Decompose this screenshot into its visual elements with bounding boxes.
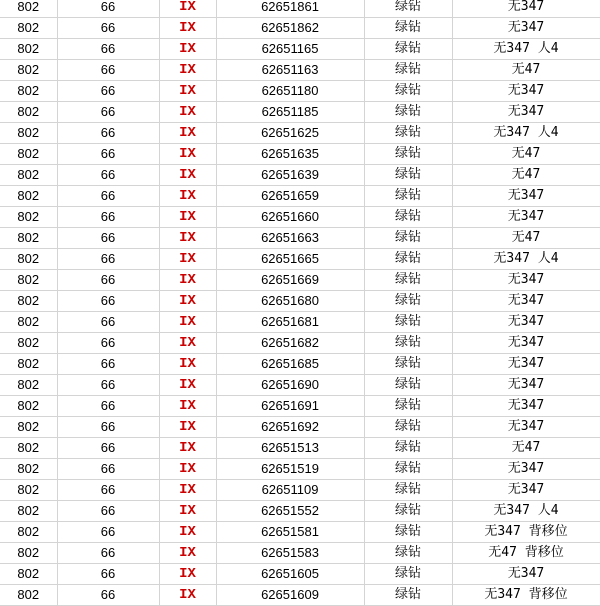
remark-cell[interactable]: 无347 背移位: [452, 585, 600, 606]
size-cell[interactable]: 66: [57, 18, 159, 39]
size-cell[interactable]: 66: [57, 102, 159, 123]
code-cell[interactable]: 802: [0, 165, 57, 186]
remark-cell[interactable]: 无47 背移位: [452, 543, 600, 564]
grade-cell[interactable]: IX: [159, 459, 216, 480]
table-row: [0, 39, 600, 60]
serial-number-cell[interactable]: 62651609: [216, 585, 364, 606]
remark-cell[interactable]: 无347 人4: [452, 123, 600, 144]
code-cell[interactable]: 802: [0, 102, 57, 123]
code-cell[interactable]: 802: [0, 144, 57, 165]
color-cell[interactable]: 绿钻: [364, 207, 452, 228]
serial-number-cell[interactable]: 62651862: [216, 18, 364, 39]
table-row: [0, 270, 600, 291]
size-cell[interactable]: 66: [57, 81, 159, 102]
table-row: [0, 480, 600, 501]
remark-cell[interactable]: 无47: [452, 438, 600, 459]
serial-number-cell[interactable]: 62651690: [216, 375, 364, 396]
table-row: [0, 291, 600, 312]
grade-cell[interactable]: IX: [159, 312, 216, 333]
serial-number-cell[interactable]: 62651513: [216, 438, 364, 459]
code-cell[interactable]: 802: [0, 480, 57, 501]
code-cell[interactable]: 802: [0, 417, 57, 438]
table-row: [0, 312, 600, 333]
code-cell[interactable]: 802: [0, 291, 57, 312]
remark-cell[interactable]: 无47: [452, 165, 600, 186]
grade-cell[interactable]: IX: [159, 417, 216, 438]
color-cell[interactable]: 绿钻: [364, 39, 452, 60]
serial-number-cell[interactable]: 62651692: [216, 417, 364, 438]
color-cell[interactable]: 绿钻: [364, 186, 452, 207]
grade-cell[interactable]: IX: [159, 18, 216, 39]
serial-number-cell[interactable]: 62651669: [216, 270, 364, 291]
table-row: [0, 396, 600, 417]
grade-cell[interactable]: IX: [159, 354, 216, 375]
color-cell[interactable]: 绿钻: [364, 144, 452, 165]
code-cell[interactable]: 802: [0, 249, 57, 270]
serial-number-cell[interactable]: 62651680: [216, 291, 364, 312]
code-cell[interactable]: 802: [0, 354, 57, 375]
serial-number-cell[interactable]: 62651519: [216, 459, 364, 480]
color-cell[interactable]: 绿钻: [364, 0, 452, 18]
color-cell[interactable]: 绿钻: [364, 102, 452, 123]
table-row: [0, 564, 600, 585]
color-cell[interactable]: 绿钻: [364, 333, 452, 354]
size-cell[interactable]: 66: [57, 585, 159, 606]
size-cell[interactable]: 66: [57, 396, 159, 417]
size-cell[interactable]: 66: [57, 270, 159, 291]
color-cell[interactable]: 绿钻: [364, 81, 452, 102]
color-cell[interactable]: 绿钻: [364, 522, 452, 543]
serial-number-cell[interactable]: 62651552: [216, 501, 364, 522]
size-cell[interactable]: 66: [57, 207, 159, 228]
serial-number-cell[interactable]: 62651180: [216, 81, 364, 102]
remark-cell[interactable]: 无347 人4: [452, 249, 600, 270]
color-cell[interactable]: 绿钻: [364, 165, 452, 186]
serial-number-cell[interactable]: 62651605: [216, 564, 364, 585]
code-cell[interactable]: 802: [0, 438, 57, 459]
grade-cell[interactable]: IX: [159, 0, 216, 18]
grade-cell[interactable]: IX: [159, 501, 216, 522]
serial-number-cell[interactable]: 62651685: [216, 354, 364, 375]
remark-cell[interactable]: 无347: [452, 480, 600, 501]
serial-number-cell[interactable]: 62651663: [216, 228, 364, 249]
serial-number-cell[interactable]: 62651665: [216, 249, 364, 270]
table-row: [0, 0, 600, 18]
remark-cell[interactable]: 无347 人4: [452, 501, 600, 522]
size-cell[interactable]: 66: [57, 480, 159, 501]
size-cell[interactable]: 66: [57, 291, 159, 312]
grade-cell[interactable]: IX: [159, 102, 216, 123]
serial-number-cell[interactable]: 62651165: [216, 39, 364, 60]
size-cell[interactable]: 66: [57, 543, 159, 564]
grade-cell[interactable]: IX: [159, 228, 216, 249]
size-cell[interactable]: 66: [57, 144, 159, 165]
code-cell[interactable]: 802: [0, 228, 57, 249]
serial-number-cell[interactable]: 62651635: [216, 144, 364, 165]
grade-cell[interactable]: IX: [159, 207, 216, 228]
table-row: [0, 543, 600, 564]
grade-cell[interactable]: IX: [159, 186, 216, 207]
code-cell[interactable]: 802: [0, 396, 57, 417]
table-row: [0, 186, 600, 207]
color-cell[interactable]: 绿钻: [364, 270, 452, 291]
table-row: [0, 123, 600, 144]
serial-number-cell[interactable]: 62651639: [216, 165, 364, 186]
remark-cell[interactable]: 无347: [452, 207, 600, 228]
code-cell[interactable]: 802: [0, 522, 57, 543]
grade-cell[interactable]: IX: [159, 60, 216, 81]
remark-cell[interactable]: 无347 人4: [452, 39, 600, 60]
remark-cell[interactable]: 无347: [452, 81, 600, 102]
color-cell[interactable]: 绿钻: [364, 501, 452, 522]
size-cell[interactable]: 66: [57, 312, 159, 333]
size-cell[interactable]: 66: [57, 60, 159, 81]
table-row: [0, 438, 600, 459]
grade-cell[interactable]: IX: [159, 270, 216, 291]
code-cell[interactable]: 802: [0, 459, 57, 480]
size-cell[interactable]: 66: [57, 354, 159, 375]
color-cell[interactable]: 绿钻: [364, 354, 452, 375]
color-cell[interactable]: 绿钻: [364, 312, 452, 333]
code-cell[interactable]: 802: [0, 207, 57, 228]
table-row: [0, 333, 600, 354]
size-cell[interactable]: 66: [57, 564, 159, 585]
code-cell[interactable]: 802: [0, 585, 57, 606]
color-cell[interactable]: 绿钻: [364, 564, 452, 585]
color-cell[interactable]: 绿钻: [364, 459, 452, 480]
table-row: [0, 459, 600, 480]
color-cell[interactable]: 绿钻: [364, 123, 452, 144]
color-cell[interactable]: 绿钻: [364, 396, 452, 417]
size-cell[interactable]: 66: [57, 39, 159, 60]
table-row: [0, 144, 600, 165]
remark-cell[interactable]: 无347: [452, 18, 600, 39]
table-row: [0, 18, 600, 39]
size-cell[interactable]: 66: [57, 417, 159, 438]
remark-cell[interactable]: 无347: [452, 396, 600, 417]
code-cell[interactable]: 802: [0, 39, 57, 60]
table-row: [0, 102, 600, 123]
color-cell[interactable]: 绿钻: [364, 60, 452, 81]
code-cell[interactable]: 802: [0, 543, 57, 564]
code-cell[interactable]: 802: [0, 501, 57, 522]
color-cell[interactable]: 绿钻: [364, 375, 452, 396]
serial-number-cell[interactable]: 62651691: [216, 396, 364, 417]
size-cell[interactable]: 66: [57, 249, 159, 270]
table-row: [0, 81, 600, 102]
size-cell[interactable]: 66: [57, 186, 159, 207]
grade-cell[interactable]: IX: [159, 375, 216, 396]
serial-number-cell[interactable]: 62651583: [216, 543, 364, 564]
grade-cell[interactable]: IX: [159, 543, 216, 564]
remark-cell[interactable]: 无47: [452, 228, 600, 249]
grade-cell[interactable]: IX: [159, 81, 216, 102]
table-row: [0, 417, 600, 438]
remark-cell[interactable]: 无347: [452, 333, 600, 354]
color-cell[interactable]: 绿钻: [364, 480, 452, 501]
serial-number-cell[interactable]: 62651861: [216, 0, 364, 18]
color-cell[interactable]: 绿钻: [364, 585, 452, 606]
code-cell[interactable]: 802: [0, 18, 57, 39]
size-cell[interactable]: 66: [57, 522, 159, 543]
code-cell[interactable]: 802: [0, 270, 57, 291]
color-cell[interactable]: 绿钻: [364, 438, 452, 459]
remark-cell[interactable]: 无347: [452, 102, 600, 123]
grade-cell[interactable]: IX: [159, 585, 216, 606]
size-cell[interactable]: 66: [57, 0, 159, 18]
grade-cell[interactable]: IX: [159, 333, 216, 354]
serial-number-cell[interactable]: 62651660: [216, 207, 364, 228]
serial-number-cell[interactable]: 62651681: [216, 312, 364, 333]
size-cell[interactable]: 66: [57, 375, 159, 396]
remark-cell[interactable]: 无347: [452, 459, 600, 480]
color-cell[interactable]: 绿钻: [364, 543, 452, 564]
table-row: [0, 585, 600, 606]
size-cell[interactable]: 66: [57, 438, 159, 459]
grade-cell[interactable]: IX: [159, 396, 216, 417]
code-cell[interactable]: 802: [0, 312, 57, 333]
remark-cell[interactable]: 无347: [452, 312, 600, 333]
code-cell[interactable]: 802: [0, 375, 57, 396]
table-row: [0, 522, 600, 543]
table-row: [0, 165, 600, 186]
serial-number-cell[interactable]: 62651163: [216, 60, 364, 81]
color-cell[interactable]: 绿钻: [364, 417, 452, 438]
size-cell[interactable]: 66: [57, 228, 159, 249]
remark-cell[interactable]: 无347: [452, 270, 600, 291]
serial-number-cell[interactable]: 62651581: [216, 522, 364, 543]
grade-cell[interactable]: IX: [159, 564, 216, 585]
color-cell[interactable]: 绿钻: [364, 249, 452, 270]
color-cell[interactable]: 绿钻: [364, 18, 452, 39]
size-cell[interactable]: 66: [57, 501, 159, 522]
table-row: [0, 249, 600, 270]
table-row: [0, 60, 600, 81]
remark-cell[interactable]: 无347: [452, 375, 600, 396]
grade-cell[interactable]: IX: [159, 249, 216, 270]
table-row: [0, 501, 600, 522]
size-cell[interactable]: 66: [57, 123, 159, 144]
size-cell[interactable]: 66: [57, 165, 159, 186]
remark-cell[interactable]: 无347 背移位: [452, 522, 600, 543]
color-cell[interactable]: 绿钻: [364, 228, 452, 249]
grade-cell[interactable]: IX: [159, 480, 216, 501]
remark-cell[interactable]: 无47: [452, 144, 600, 165]
serial-number-cell[interactable]: 62651625: [216, 123, 364, 144]
grade-cell[interactable]: IX: [159, 522, 216, 543]
remark-cell[interactable]: 无347: [452, 0, 600, 18]
remark-cell[interactable]: 无47: [452, 60, 600, 81]
code-cell[interactable]: 802: [0, 333, 57, 354]
code-cell[interactable]: 802: [0, 0, 57, 18]
code-cell[interactable]: 802: [0, 60, 57, 81]
serial-number-cell[interactable]: 62651109: [216, 480, 364, 501]
remark-cell[interactable]: 无347: [452, 417, 600, 438]
table-row: [0, 228, 600, 249]
size-cell[interactable]: 66: [57, 333, 159, 354]
code-cell[interactable]: 802: [0, 81, 57, 102]
grade-cell[interactable]: IX: [159, 165, 216, 186]
grade-cell[interactable]: IX: [159, 291, 216, 312]
serial-number-cell[interactable]: 62651659: [216, 186, 364, 207]
grade-cell[interactable]: IX: [159, 39, 216, 60]
size-cell[interactable]: 66: [57, 459, 159, 480]
remark-cell[interactable]: 无347: [452, 186, 600, 207]
remark-cell[interactable]: 无347: [452, 291, 600, 312]
remark-cell[interactable]: 无347: [452, 564, 600, 585]
code-cell[interactable]: 802: [0, 564, 57, 585]
color-cell[interactable]: 绿钻: [364, 291, 452, 312]
table-row: [0, 207, 600, 228]
remark-cell[interactable]: 无347: [452, 354, 600, 375]
serial-number-cell[interactable]: 62651682: [216, 333, 364, 354]
code-cell[interactable]: 802: [0, 186, 57, 207]
grade-cell[interactable]: IX: [159, 144, 216, 165]
table-row: [0, 375, 600, 396]
table-row: [0, 354, 600, 375]
grade-cell[interactable]: IX: [159, 123, 216, 144]
code-cell[interactable]: 802: [0, 123, 57, 144]
grade-cell[interactable]: IX: [159, 438, 216, 459]
serial-number-cell[interactable]: 62651185: [216, 102, 364, 123]
